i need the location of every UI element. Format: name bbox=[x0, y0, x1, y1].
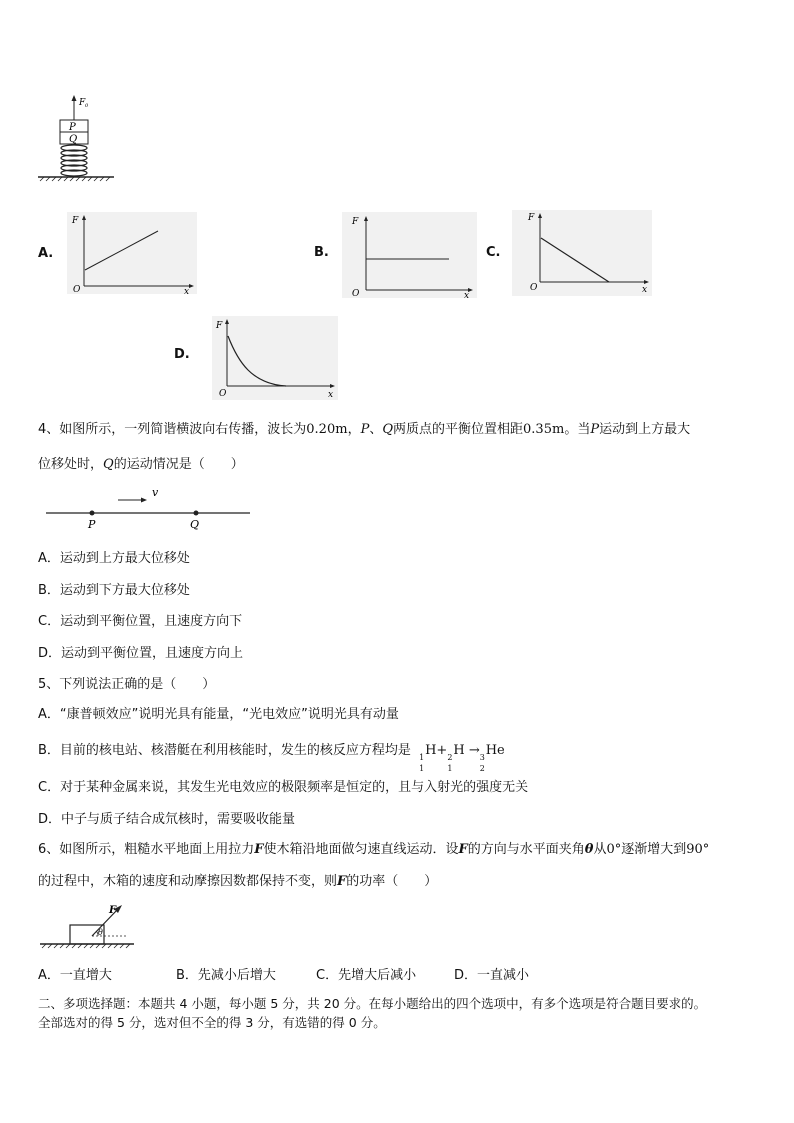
section2-instructions-line1: 二、多项选择题：本题共 4 小题，每小题 5 分，共 20 分。在每小题给出的四个选项中，有多个选项是符合题目要求的。 bbox=[38, 996, 707, 1011]
svg-text:Q: Q bbox=[190, 518, 200, 531]
q4-wave-figure bbox=[44, 484, 254, 534]
q4-option-b[interactable]: B．运动到下方最大位移处 bbox=[38, 583, 190, 598]
q6-stem-line2: 的过程中，木箱的速度和动摩擦因数都保持不变，则F的功率（ ） bbox=[38, 874, 438, 889]
q5-option-b[interactable]: B．目前的核电站、核潜艇在利用核能时，发生的核反应方程均是 1 1 H+ 2 1 H → 3 2 He bbox=[38, 743, 505, 773]
q5-stem: 5、下列说法正确的是（ ） bbox=[38, 677, 216, 692]
option-b-graph bbox=[342, 212, 477, 298]
svg-text:x: x bbox=[464, 291, 470, 298]
svg-text:F: F bbox=[528, 213, 535, 223]
option-b-label: B. bbox=[314, 245, 329, 260]
svg-text:P: P bbox=[88, 518, 96, 531]
q6-option-a[interactable]: A．一直增大 bbox=[38, 968, 112, 983]
q4-stem-line2: 位移处时，Q的运动情况是（ ） bbox=[38, 457, 244, 472]
option-d-label: D. bbox=[174, 347, 190, 362]
option-c-graph bbox=[512, 210, 652, 296]
spring-block-figure bbox=[36, 92, 116, 184]
q6-option-b[interactable]: B．先减小后增大 bbox=[176, 968, 276, 983]
option-a-label: A. bbox=[38, 246, 54, 261]
q5-option-d[interactable]: D．中子与质子结合成氘核时，需要吸收能量 bbox=[38, 812, 296, 827]
svg-text:F: F bbox=[216, 321, 223, 331]
q4-stem-line1: 4、如图所示，一列简谐横波向右传播，波长为0.20m，P、Q两质点的平衡位置相距0.35m。当P运动到上方最大 bbox=[38, 422, 691, 437]
option-d-graph bbox=[212, 316, 338, 400]
svg-text:x: x bbox=[642, 285, 648, 295]
svg-text:x: x bbox=[328, 390, 334, 400]
option-a-graph bbox=[67, 212, 197, 294]
q6-option-d[interactable]: D．一直减小 bbox=[454, 968, 530, 983]
svg-text:Q: Q bbox=[69, 134, 78, 145]
q6-option-c[interactable]: C．先增大后减小 bbox=[316, 968, 417, 983]
svg-text:F: F bbox=[72, 216, 79, 226]
q5-option-c[interactable]: C．对于某种金属来说，其发生光电效应的极限频率是恒定的，且与入射光的强度无关 bbox=[38, 780, 529, 795]
svg-text:P: P bbox=[69, 122, 76, 133]
svg-text:θ: θ bbox=[98, 928, 103, 937]
q4-option-c[interactable]: C．运动到平衡位置，且速度方向下 bbox=[38, 614, 243, 629]
svg-text:O: O bbox=[352, 289, 360, 298]
nuclear-equation: 1 1 H+ 2 1 H → 3 2 He bbox=[419, 743, 505, 773]
svg-text:F: F bbox=[109, 905, 117, 916]
q5-option-a[interactable]: A．“康普顿效应”说明光具有能量，“光电效应”说明光具有动量 bbox=[38, 707, 399, 722]
svg-text:O: O bbox=[219, 389, 227, 399]
q6-stem-line1: 6、如图所示，粗糙水平地面上用拉力F使木箱沿地面做匀速直线运动．设F的方向与水平面夹角θ从0°逐渐增大到90° bbox=[38, 842, 710, 857]
q4-option-a[interactable]: A．运动到上方最大位移处 bbox=[38, 551, 190, 566]
section2-instructions-line2: 全部选对的得 5 分，选对但不全的得 3 分，有选错的得 0 分。 bbox=[38, 1015, 386, 1030]
svg-text:O: O bbox=[530, 283, 538, 293]
force-label: F bbox=[79, 98, 86, 108]
svg-text:v: v bbox=[152, 486, 159, 499]
q4-option-d[interactable]: D．运动到平衡位置，且速度方向上 bbox=[38, 646, 244, 661]
option-c-label: C. bbox=[486, 245, 501, 260]
svg-text:0: 0 bbox=[85, 103, 89, 109]
svg-text:O: O bbox=[73, 285, 81, 294]
svg-text:F: F bbox=[352, 217, 359, 227]
svg-text:x: x bbox=[184, 287, 190, 294]
q6-box-figure bbox=[38, 900, 138, 956]
